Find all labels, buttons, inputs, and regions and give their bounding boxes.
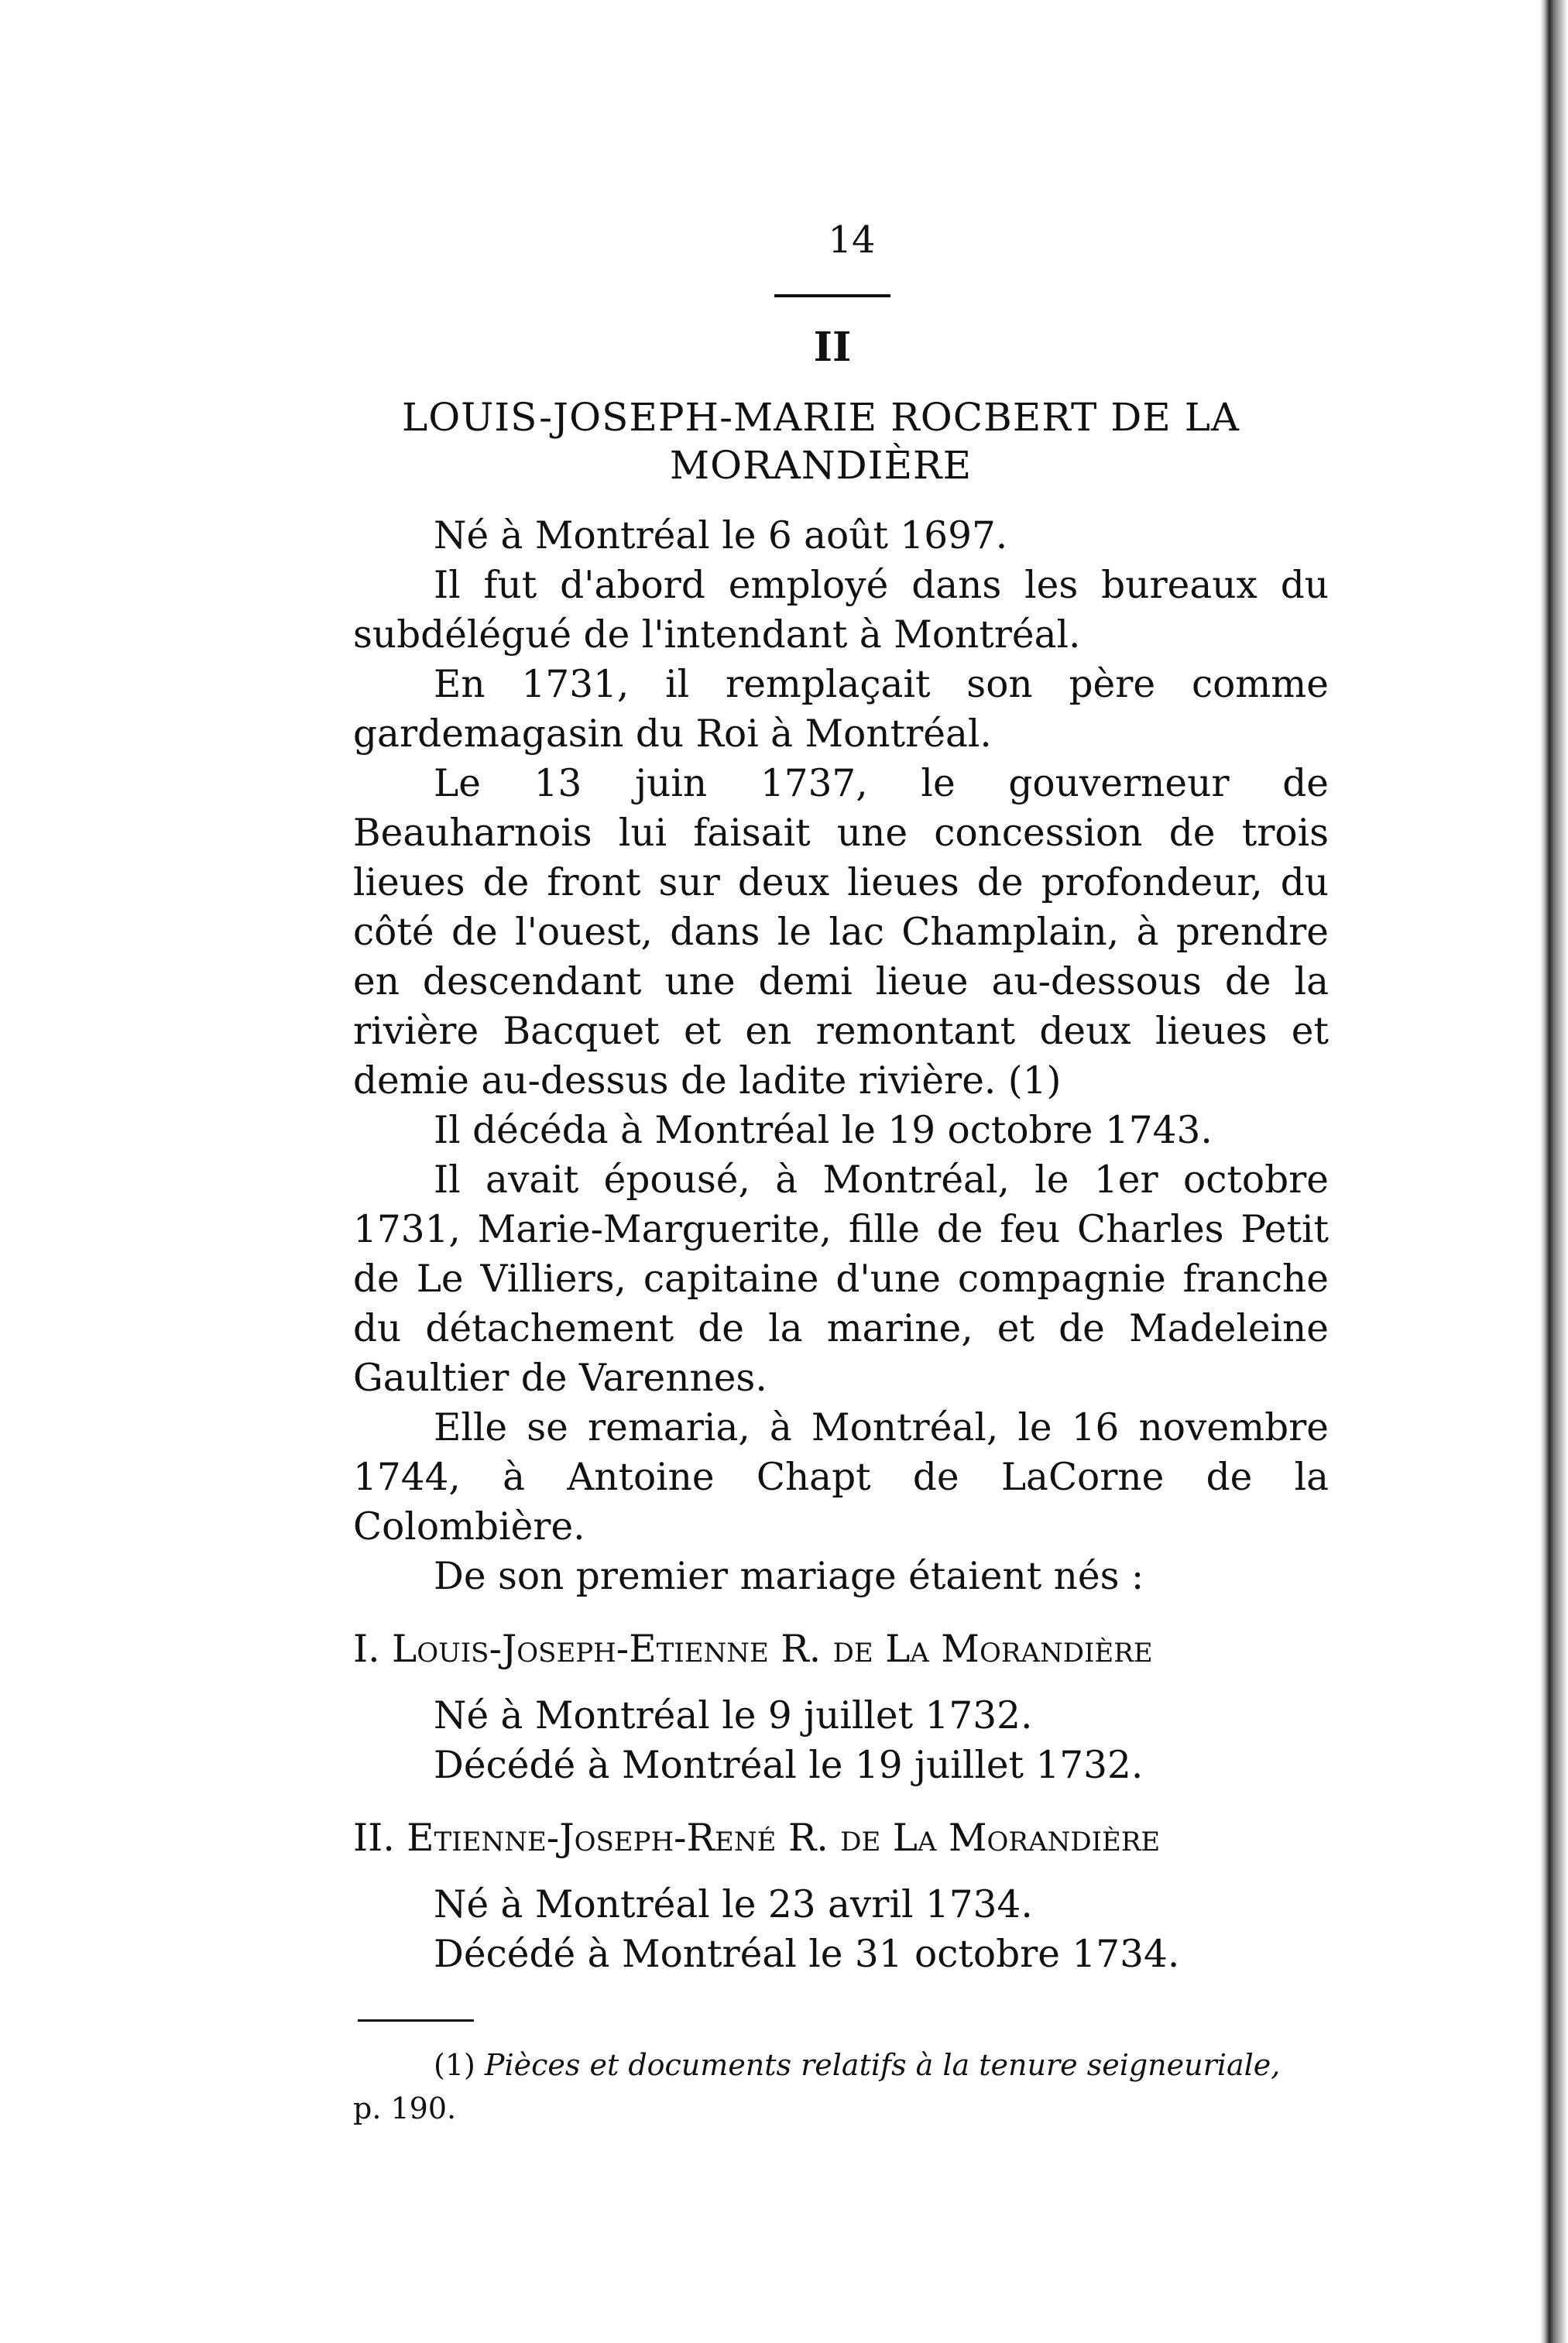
paragraph-children-intro: De son premier mariage étaient nés :: [434, 1555, 1144, 1598]
footnote-page: p. 190.: [353, 2091, 457, 2125]
child-entry-1: [353, 1624, 1329, 1790]
child-death: Décédé à Montréal le 19 juillet 1732.: [434, 1744, 1144, 1787]
footnote-marker: (1): [434, 2048, 475, 2082]
header-rule: [774, 294, 890, 297]
footnote-citation: Pièces et documents relatifs à la tenure seigneuriale,: [484, 2048, 1281, 2082]
body-text: [353, 511, 1329, 2130]
child-heading: [353, 1624, 1329, 1674]
child-name: Louis-Joseph-Etienne R. de La Morandière: [392, 1628, 1153, 1671]
paragraph-death: Il décéda à Montréal le 19 octobre 1743.: [434, 1109, 1213, 1152]
paragraph-remarriage: Elle se remaria, à Montréal, le 16 novembre 1744, à Antoine Chapt de LaCorne de la Colombière.: [353, 1406, 1329, 1549]
title-line-2: MORANDIÈRE: [669, 443, 973, 488]
child-numeral: I.: [353, 1628, 380, 1671]
paragraph-birth: Né à Montréal le 6 août 1697.: [434, 514, 1008, 557]
paragraph-concession: Le 13 juin 1737, le gouverneur de Beauharnois lui faisait une concession de trois lieues de front sur deux lieues de profondeur, du côté de l'ouest, dans le lac Champlain, à prendre en descendant une demi lieue au-dessous de la rivière Bacquet et en remontant deux lieues et demie au-dessus de ladite rivière. (1): [353, 762, 1329, 1103]
child-birth: Né à Montréal le 9 juillet 1732.: [434, 1694, 1033, 1738]
page-number: 14: [828, 218, 876, 262]
scan-edge: [1506, 0, 1568, 2343]
child-birth: Né à Montréal le 23 avril 1734.: [434, 1883, 1033, 1926]
chapter-numeral: II: [813, 324, 852, 371]
title-line-1: LOUIS-JOSEPH-MARIE ROCBERT DE LA: [401, 395, 1240, 440]
paragraph-marriage: Il avait épousé, à Montréal, le 1er octobre 1731, Marie-Marguerite, fille de feu Charles Petit de Le Villiers, capitaine d'une compagnie franche du détachement de la marine, et de Madeleine Gaultier de Varennes.: [353, 1158, 1329, 1400]
child-numeral: II.: [353, 1816, 395, 1860]
child-death: Décédé à Montréal le 31 octobre 1734.: [434, 1933, 1180, 1976]
child-heading: [353, 1813, 1329, 1863]
child-name: Etienne-Joseph-René R. de La Morandière: [407, 1816, 1161, 1860]
paragraph-storekeeper: En 1731, il remplaçait son père comme gardemagasin du Roi à Montréal.: [353, 663, 1329, 756]
page-title: [356, 393, 1285, 489]
footnote-rule: [358, 2019, 474, 2022]
footnote: [353, 2043, 1329, 2130]
paragraph-employment: Il fut d'abord employé dans les bureaux du subdélégué de l'intendant à Montréal.: [353, 564, 1329, 657]
child-entry-2: [353, 1813, 1329, 1979]
